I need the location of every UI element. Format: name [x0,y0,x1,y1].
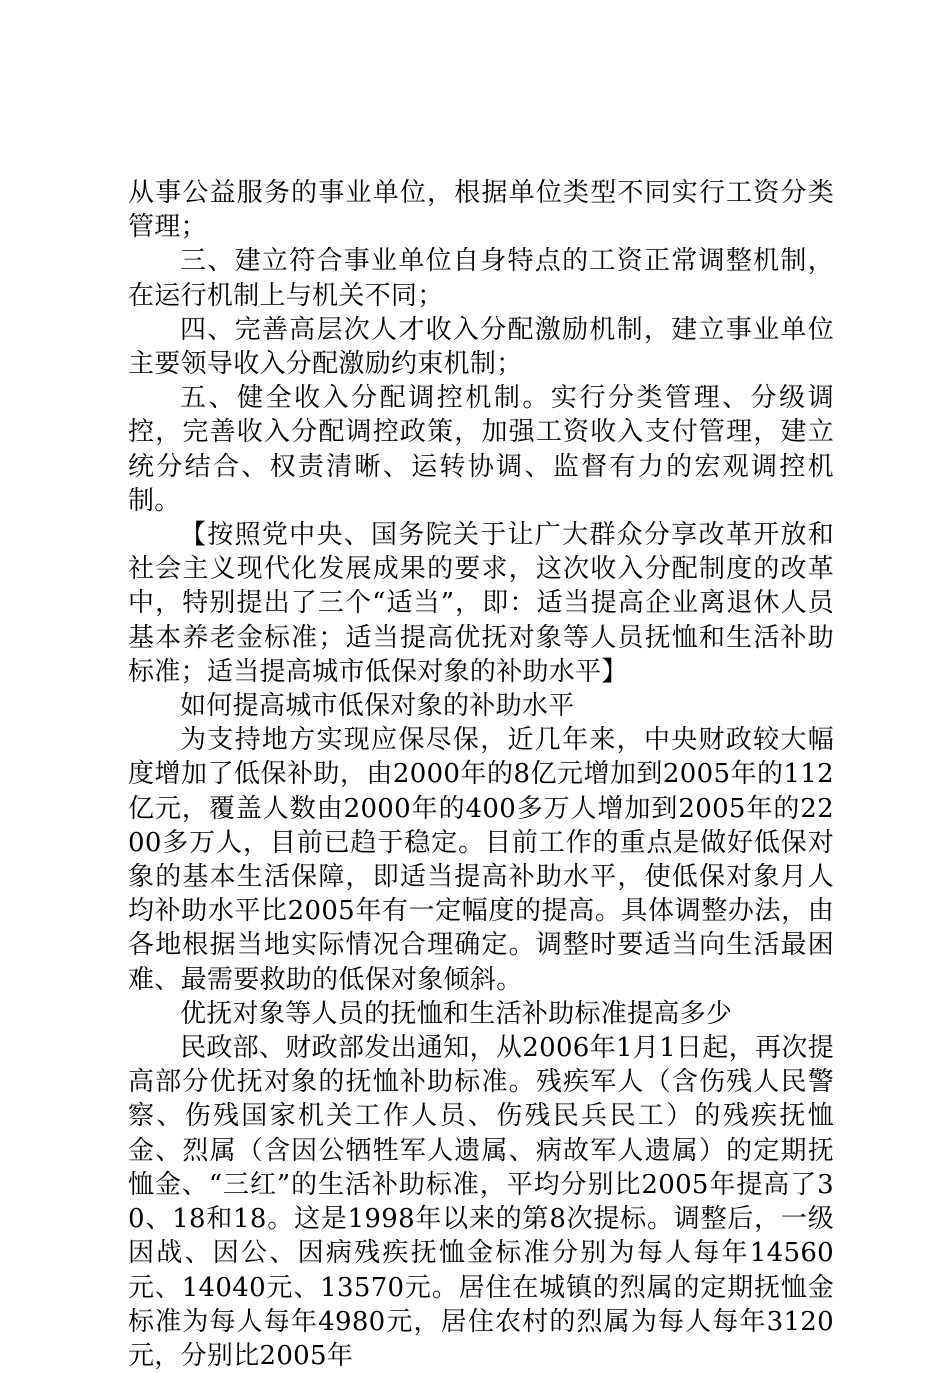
paragraph-4: 五、健全收入分配调控机制。实行分类管理、分级调控，完善收入分配调控政策，加强工资收入支付管理，建立统分结合、权责清晰、运转协调、监督有力的宏观调控机制。 [128,383,834,516]
paragraph-1: 从事公益服务的事业单位，根据单位类型不同实行工资分类管理； [128,178,834,243]
paragraph-7: 为支持地方实现应保尽保，近几年来，中央财政较大幅度增加了低保补助，由2000年的8亿元增加到2005年的112亿元，覆盖人数由2000年的400多万人增加到2005年的2200多万人，目前已趋于稳定。目前工作的重点是做好低保对象的基本生活保障，即适当提高补助水平，使低保对象月人均补助水平比2005年有一定幅度的提高。具体调整办法，由各地根据当地实际情况合理确定。调整时要适当向生活最困难、最需要救助的低保对象倾斜。 [128,725,834,995]
paragraph-5: 【按照党中央、国务院关于让广大群众分享改革开放和社会主义现代化发展成果的要求，这次收入分配制度的改革中，特别提出了三个“适当”，即：适当提高企业离退休人员基本养老金标准；适当提高优抚对象等人员抚恤和生活补助标准；适当提高城市低保对象的补助水平】 [128,520,834,687]
paragraph-9: 民政部、财政部发出通知，从2006年1月1日起，再次提高部分优抚对象的抚恤补助标准。残疾军人（含伤残人民警察、伤残国家机关工作人员、伤残民兵民工）的残疾抚恤金、烈属（含因公牺牲军人遗属、病故军人遗属）的定期抚恤金、“三红”的生活补助标准，平均分别比2005年提高了30、18和18。这是1998年以来的第8次提标。调整后，一级因战、因公、因病残疾抚恤金标准分别为每人每年14560元、14040元、13570元。居住在城镇的烈属的定期抚恤金标准为每人每年4980元，居住农村的烈属为每人每年3120元，分别比2005年 [128,1033,834,1371]
section-heading-subsidy: 优抚对象等人员的抚恤和生活补助标准提高多少 [180,998,733,1029]
paragraph-2: 三、建立符合事业单位自身特点的工资正常调整机制，在运行机制上与机关不同； [128,246,834,311]
document-body [128,176,834,1373]
paragraph-3: 四、完善高层次人才收入分配激励机制，建立事业单位主要领导收入分配激励约束机制； [128,314,834,380]
section-heading-low-income: 如何提高城市低保对象的补助水平 [180,691,575,722]
